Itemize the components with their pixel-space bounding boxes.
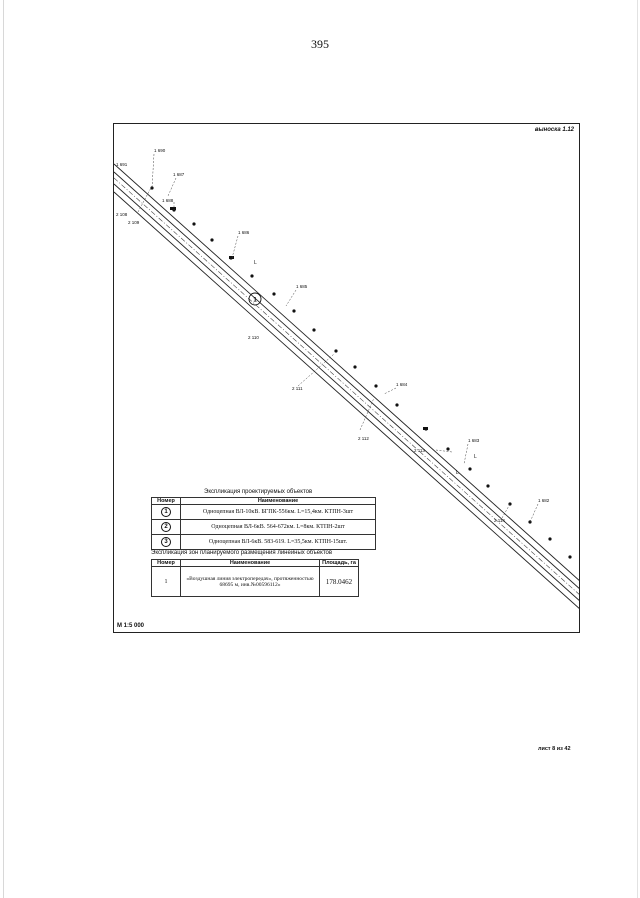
pole-marker bbox=[292, 309, 295, 312]
table-row bbox=[152, 567, 359, 597]
point-label: 1 690 bbox=[154, 148, 166, 153]
table-row bbox=[152, 520, 376, 535]
map-canvas bbox=[114, 124, 580, 633]
pole-marker bbox=[568, 555, 571, 558]
point-label: 1 688 bbox=[162, 198, 174, 203]
zones-table bbox=[151, 559, 359, 597]
point-label: 2 109 bbox=[128, 220, 140, 225]
pole-marker bbox=[395, 403, 398, 406]
pole-marker-double bbox=[423, 427, 428, 430]
pole-marker bbox=[528, 520, 531, 523]
pole-marker bbox=[334, 349, 337, 352]
map-frame bbox=[113, 123, 580, 633]
pole-marker bbox=[508, 502, 511, 505]
line-marker: L bbox=[254, 260, 257, 266]
header-name: Наименование bbox=[181, 498, 376, 505]
point-label: 2 114 bbox=[494, 518, 505, 523]
point-label: 2 112 bbox=[358, 436, 369, 441]
pole-marker bbox=[312, 328, 315, 331]
point-label: 1 683 bbox=[468, 438, 480, 443]
pole-marker bbox=[374, 384, 377, 387]
table-row bbox=[152, 505, 376, 520]
page-edge-left bbox=[3, 0, 4, 898]
pole-marker-double bbox=[229, 256, 234, 259]
leader-lines bbox=[138, 154, 538, 522]
page-edge-right bbox=[637, 0, 638, 898]
object-name: Одноцепная ВЛ-10кВ. БГПК-556км. L=15,4км. КТПН-3шт bbox=[181, 505, 376, 520]
point-label: 2 111 bbox=[292, 386, 303, 391]
pole-marker bbox=[210, 238, 213, 241]
line-marker: L bbox=[456, 470, 459, 476]
scale-label: М 1:5 000 bbox=[117, 623, 145, 629]
object-number-badge: 1 bbox=[161, 507, 171, 517]
point-label: 1 691 bbox=[116, 162, 128, 167]
projected-objects-title: Экспликация проектируемых объектов bbox=[204, 489, 313, 495]
object-name: Одноцепная ВЛ-6кВ. 564-672км. L=8км. КТПН-2шт bbox=[181, 520, 376, 535]
object-name: Одноцепная ВЛ-6кВ. 583-619. L=35,5км. КТПН-15шт. bbox=[181, 535, 376, 550]
pole-marker bbox=[468, 467, 471, 470]
pole-marker bbox=[486, 484, 489, 487]
page-number: 395 bbox=[311, 37, 329, 51]
pole-marker bbox=[353, 365, 356, 368]
projected-objects-table bbox=[151, 497, 376, 550]
callout-title: выноска 1.12 bbox=[534, 127, 574, 133]
point-label: 2 108 bbox=[116, 212, 128, 217]
zone-area: 178.0462 bbox=[320, 567, 359, 597]
object-number-badge: 2 bbox=[161, 522, 171, 532]
table-row bbox=[152, 535, 376, 550]
pole-marker bbox=[548, 537, 551, 540]
object-number-badge: 3 bbox=[161, 537, 171, 547]
pole-marker bbox=[192, 222, 195, 225]
line-number-marker-label: 1 bbox=[253, 297, 257, 304]
point-label: 1 684 bbox=[396, 382, 408, 387]
pole-marker bbox=[446, 447, 449, 450]
point-label: 1 687 bbox=[173, 172, 185, 177]
header-number: Номер bbox=[152, 560, 181, 567]
pole-marker bbox=[250, 274, 253, 277]
zones-title: Экспликация зон планируемого размещения линейных объектов bbox=[151, 550, 333, 556]
zone-name: «Воздушная линия электропередач», протяженностью 68695 м, инв.№00596112» bbox=[181, 567, 320, 597]
zone-number: 1 bbox=[152, 567, 181, 597]
pole-marker-double bbox=[170, 207, 176, 210]
line-marker: L bbox=[474, 454, 477, 460]
point-label: 1 682 bbox=[538, 498, 550, 503]
point-label: 1 686 bbox=[238, 230, 250, 235]
header-number: Номер bbox=[152, 498, 181, 505]
header-name: Наименование bbox=[181, 560, 320, 567]
point-label: 2 110 bbox=[248, 335, 259, 340]
header-area: Площадь, га bbox=[320, 560, 359, 567]
sheet-label: лист 8 из 42 bbox=[538, 746, 571, 752]
point-label: 2 113 bbox=[414, 448, 425, 453]
point-label: 1 685 bbox=[296, 284, 308, 289]
pole-marker bbox=[272, 292, 275, 295]
